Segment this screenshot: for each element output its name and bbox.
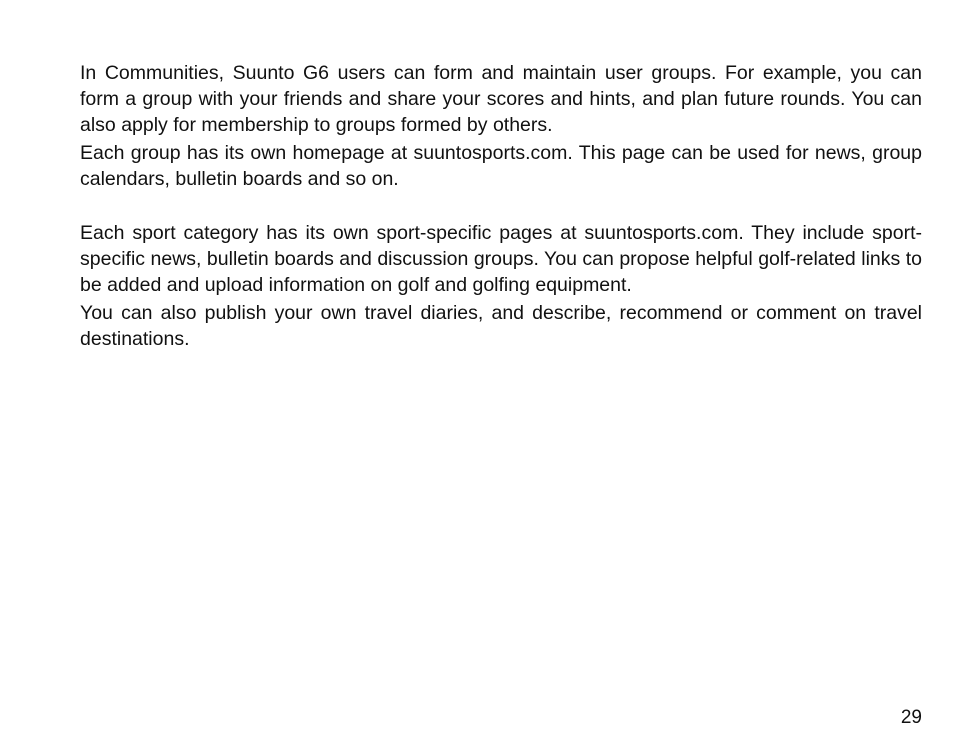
paragraph-travel-diaries: You can also publish your own travel diaries, and describe, recommend or comment on travel destinations.	[80, 302, 922, 351]
paragraph-group-homepage: Each group has its own homepage at suuntosports.com. This page can be used for news, group calendars, bulletin boards and so on.	[80, 142, 922, 191]
document-body	[80, 61, 922, 353]
section-spacer	[80, 193, 922, 221]
paragraph-sport-category: Each sport category has its own sport-specific pages at suuntosports.com. They include sport-specific news, bulletin boards and discussion groups. You can propose helpful golf-related links to be added and upload information on golf and golfing equipment.	[80, 221, 922, 296]
paragraph-communities: In Communities, Suunto G6 users can form and maintain user groups. For example, you can form a group with your friends and share your scores and hints, and plan future rounds. You can also apply for membership to groups formed by others.	[80, 62, 922, 136]
page-number: 29	[900, 707, 922, 728]
